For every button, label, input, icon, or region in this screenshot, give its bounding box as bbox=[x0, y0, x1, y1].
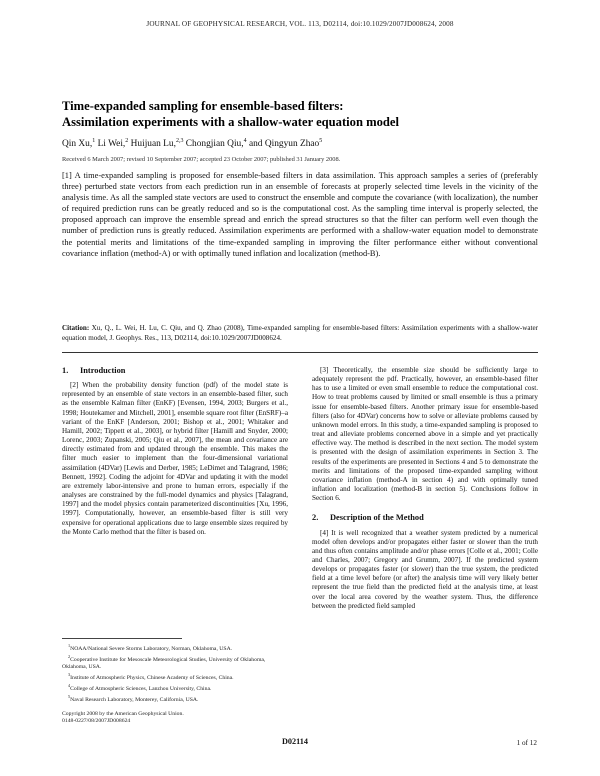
running-head: JOURNAL OF GEOPHYSICAL RESEARCH, VOL. 113, D02114, doi:10.1029/2007JD008624, 2008 bbox=[146, 20, 454, 28]
author-affiliation-mark: 1 bbox=[92, 138, 96, 144]
paragraph-text: It is well recognized that a weather system predicted by a numerical model often develops and/or propagates either faster or slower than the truth and thus often contains amplitude and/or phase errors [Colle et al., 2001; Colle and Charles, 2007; Gregory and Grumm, 2007]. If the predicted system develops or propagates faster (or slower) than the true system, the predicted field at a time level before (or after) the analysis time will very likely better represent the true field than the predicted field at the analysis time, at least over the local area covered by the weather system. Thus, the difference between the predicted field sampled bbox=[312, 528, 538, 610]
article-id: D02114 bbox=[282, 737, 308, 746]
author-name: Li Wei, bbox=[97, 139, 126, 150]
body-paragraph bbox=[312, 529, 538, 611]
author-name: Qin Xu, bbox=[62, 139, 93, 150]
footnote-mark: 1 bbox=[68, 643, 71, 648]
abstract-text: A time-expanded sampling is proposed for ensemble-based filters in data assimilation. This approach samples a series of (preferably three) perturbed state vectors from each prediction run in an ensemble of forecasts at properly selected time levels in the vicinity of the analysis time. As all the sampled state vectors are used to construct the ensemble and compute the covariance (with localization), the number of required prediction runs can be greatly reduced and so is the computational cost. As the sampling time interval is properly selected, the proposed approach can improve the ensemble spread and enrich the spread structures so that the filter can perform well even though the number of prediction runs is greatly reduced. Assimilation experiments are performed with a shallow-water equation model to demonstrate the potential merits and limitations of the time-expanded sampling in improving the filter performance either without conventional covariance inflation (method-A) or with optimally tuned inflation and localization (method-B). bbox=[62, 171, 538, 258]
abstract bbox=[62, 170, 538, 259]
paragraph-text: Theoretically, the ensemble size should be sufficiently large to adequately represent the pdf. Practically, however, an ensemble-based filter has to use a limited or even small ensemble to reduce the computational cost. How to treat problems caused by limited or small ensemble is thus a primary issue for ensemble-based filters. Another primary issue for ensemble-based filters (also for 4DVar) concerns how to solve or alleviate problems caused by unknown model errors. In this study, a time-expanded sampling is proposed to treat and alleviate problems concerned above in a simple and yet practically effective way. The method is described in the next section. The model system is presented with the design of assimilation experiments in Section 3. The results of the experiments are presented in Sections 4 and 5 to demonstrate the merits and limitations of the proposed time-expanded sampling without covariance inflation (method-A in section 4) and with optimally tuned inflation and localization (method-B in section 5). Conclusions follow in Section 6. bbox=[312, 366, 539, 503]
footnote-mark: 5 bbox=[68, 694, 71, 700]
issn-line: 0148-0227/08/2007JD008624 bbox=[62, 718, 131, 725]
page-number: 1 of 12 bbox=[516, 739, 537, 747]
body-paragraph bbox=[312, 366, 538, 503]
footnote-text: Institute of Atmospheric Physics, Chinese Academy of Sciences, China. bbox=[70, 674, 234, 681]
section-title: Description of the Method bbox=[330, 513, 424, 523]
paragraph-text: When the probability density function (pdf) of the model state is represented by an ensemble of state vectors in an ensemble-based filter, such as the ensemble Kalman filter (EnKF) [Evensen, 1994, 2003; Burgers et al., 1998; Houtekamer and Mitchell, 2001], ensemble square root filter (EnSRF)–a variant of the EnKF [Anderson, 2001; Bishop et al., 2001; Whitaker and Hamill, 2002; Tippett et al., 2003], or hybrid filter [Hamill and Snyder, 2000; Lorenc, 2003; Zupanski, 2005; Qiu et al., 2007], the mean and covariance are directly estimated from and updated through the ensemble. This makes the filter much easier to implement than the four-dimensional variational assimilation (4DVar) [Lewis and Derber, 1985; LeDimet and Talagrand, 1986; Bennett, 1992]. Coding the adjoint for 4DVar and updating it with the model are extremely labor-intensive and prone to human errors, especially if the analyses are constrained by the full-model dynamics and physics [Talagrand, 1997] and the model physics contain parameterized discontinuities [Xu, 1996, 1997]. Computationally, however, an ensemble-based filter is still very expensive for operational applications due to large ensemble sizes required by the Monte Carlo method that the filter is based on. bbox=[62, 381, 289, 536]
section-heading bbox=[62, 366, 288, 375]
footnote bbox=[62, 671, 288, 682]
section-number: 1. bbox=[62, 366, 69, 375]
citation-text: Xu, Q., L. Wei, H. Lu, C. Qiu, and Q. Zhao (2008), Time-expanded sampling for ensemble-based filters: Assimilation experiments with a shallow-water equation model, J. Geophys. Res., 113, D02114, doi:10.1029/2007JD008624. bbox=[62, 324, 538, 343]
section-heading bbox=[312, 513, 538, 522]
footnote-mark: 3 bbox=[68, 672, 71, 678]
footnote bbox=[62, 693, 288, 704]
title-line-2: Assimilation experiments with a shallow-water equation model bbox=[62, 115, 399, 129]
footnote bbox=[62, 642, 288, 653]
paragraph-marker: [1] bbox=[62, 171, 72, 180]
author-name: Chongjian Qiu, bbox=[185, 139, 244, 150]
right-column bbox=[312, 366, 538, 611]
footnote-text: NOAA/National Severe Storms Laboratory, Norman, Oklahoma, USA. bbox=[70, 645, 233, 652]
footnote-mark: 2 bbox=[68, 653, 71, 659]
paragraph-marker: [2] bbox=[70, 381, 79, 390]
author-affiliation-mark: 2 bbox=[125, 138, 129, 144]
footnote bbox=[62, 682, 288, 693]
footnote-mark: 4 bbox=[68, 683, 71, 689]
author-name: Huijuan Lu, bbox=[130, 139, 176, 150]
citation bbox=[62, 323, 538, 344]
author-affiliation-mark: 4 bbox=[243, 138, 247, 144]
author-name: and Qingyun Zhao bbox=[248, 139, 320, 150]
footnote-text: College of Atmospheric Sciences, Lanzhou University, China. bbox=[70, 685, 212, 692]
paragraph-marker: [3] bbox=[320, 366, 329, 374]
body-paragraph bbox=[62, 381, 288, 537]
copyright-line: Copyright 2008 by the American Geophysical Union. bbox=[62, 711, 184, 717]
received-dates: Received 6 March 2007; revised 10 September 2007; accepted 23 October 2007; published 31 January 2008. bbox=[62, 156, 341, 163]
left-column bbox=[62, 366, 288, 537]
section-title: Introduction bbox=[80, 366, 126, 375]
author-affiliation-mark: 2,3 bbox=[175, 138, 184, 144]
paragraph-marker: [4] bbox=[320, 528, 329, 537]
section-number: 2. bbox=[312, 513, 319, 523]
copyright-notice bbox=[62, 711, 288, 725]
author-affiliation-mark: 5 bbox=[319, 138, 323, 144]
author-list bbox=[62, 138, 542, 149]
affiliation-footnotes bbox=[62, 642, 288, 704]
title-line-1: Time-expanded sampling for ensemble-based filters: bbox=[62, 99, 344, 113]
footnote-divider bbox=[62, 638, 182, 639]
footnote-text: Cooperative Institute for Mesoscale Meteorological Studies, University of Oklahoma, Oklahoma, USA. bbox=[62, 656, 266, 670]
footnote bbox=[62, 653, 288, 671]
footnote-text: Naval Research Laboratory, Monterey, California, USA. bbox=[70, 696, 199, 703]
header-divider bbox=[62, 352, 538, 353]
paper-title bbox=[62, 98, 542, 130]
citation-label: Citation: bbox=[62, 324, 90, 332]
